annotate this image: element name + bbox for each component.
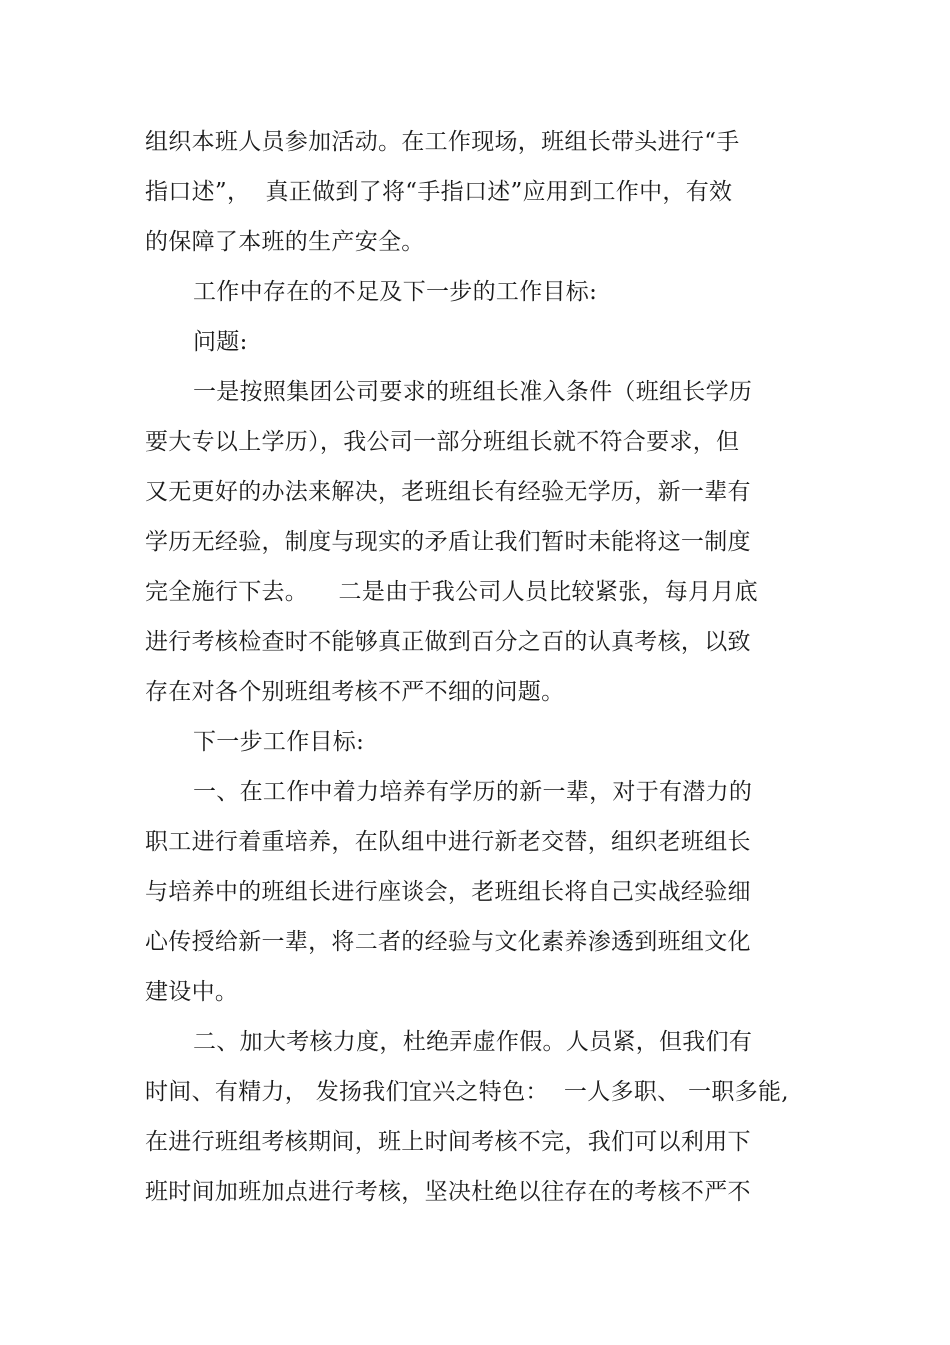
- subheading-next-goals: 下一步工作目标:: [193, 729, 365, 755]
- section-heading: 工作中存在的不足及下一步的工作目标:: [193, 279, 598, 305]
- text-line: 职工进行着重培养，在队组中进行新老交替，组织老班组长: [145, 829, 751, 855]
- text-line: 心传授给新一辈，将二者的经验与文化素养渗透到班组文化: [145, 929, 751, 955]
- text-line: 时间、有精力， 发扬我们宜兴之特色： 一人多职、 一职多能,: [145, 1079, 789, 1105]
- text-line: 建设中。: [145, 979, 239, 1005]
- text-line: 又无更好的办法来解决，老班组长有经验无学历，新一辈有: [145, 479, 751, 505]
- text-line: 二、加大考核力度，杜绝弄虚作假。人员紧，但我们有: [193, 1029, 753, 1055]
- text-line: 与培养中的班组长进行座谈会，老班组长将自己实战经验细: [145, 879, 751, 905]
- text-line: 一、在工作中着力培养有学历的新一辈，对于有潜力的: [193, 779, 753, 805]
- text-line: 在进行班组考核期间，班上时间考核不完，我们可以利用下: [145, 1129, 751, 1155]
- text-line: 的保障了本班的生产安全。: [145, 229, 425, 255]
- text-line: 指口述”， 真正做到了将“手指口述”应用到工作中，有效: [145, 179, 733, 205]
- text-line: 完全施行下去。 二是由于我公司人员比较紧张，每月月底: [145, 579, 758, 605]
- text-line: 要大专以上学历），我公司一部分班组长就不符合要求，但: [145, 429, 740, 455]
- text-line: 班时间加班加点进行考核，坚决杜绝以往存在的考核不严不: [145, 1179, 751, 1205]
- text-line: 一是按照集团公司要求的班组长准入条件（班组长学历: [193, 379, 753, 405]
- text-line: 进行考核检查时不能够真正做到百分之百的认真考核，以致: [145, 629, 751, 655]
- text-line: 存在对各个别班组考核不严不细的问题。: [145, 679, 565, 705]
- text-line: 学历无经验，制度与现实的矛盾让我们暂时未能将这一制度: [145, 529, 751, 555]
- text-line: 组织本班人员参加活动。在工作现场，班组长带头进行“手: [145, 129, 740, 155]
- subheading-problems: 问题:: [193, 329, 248, 355]
